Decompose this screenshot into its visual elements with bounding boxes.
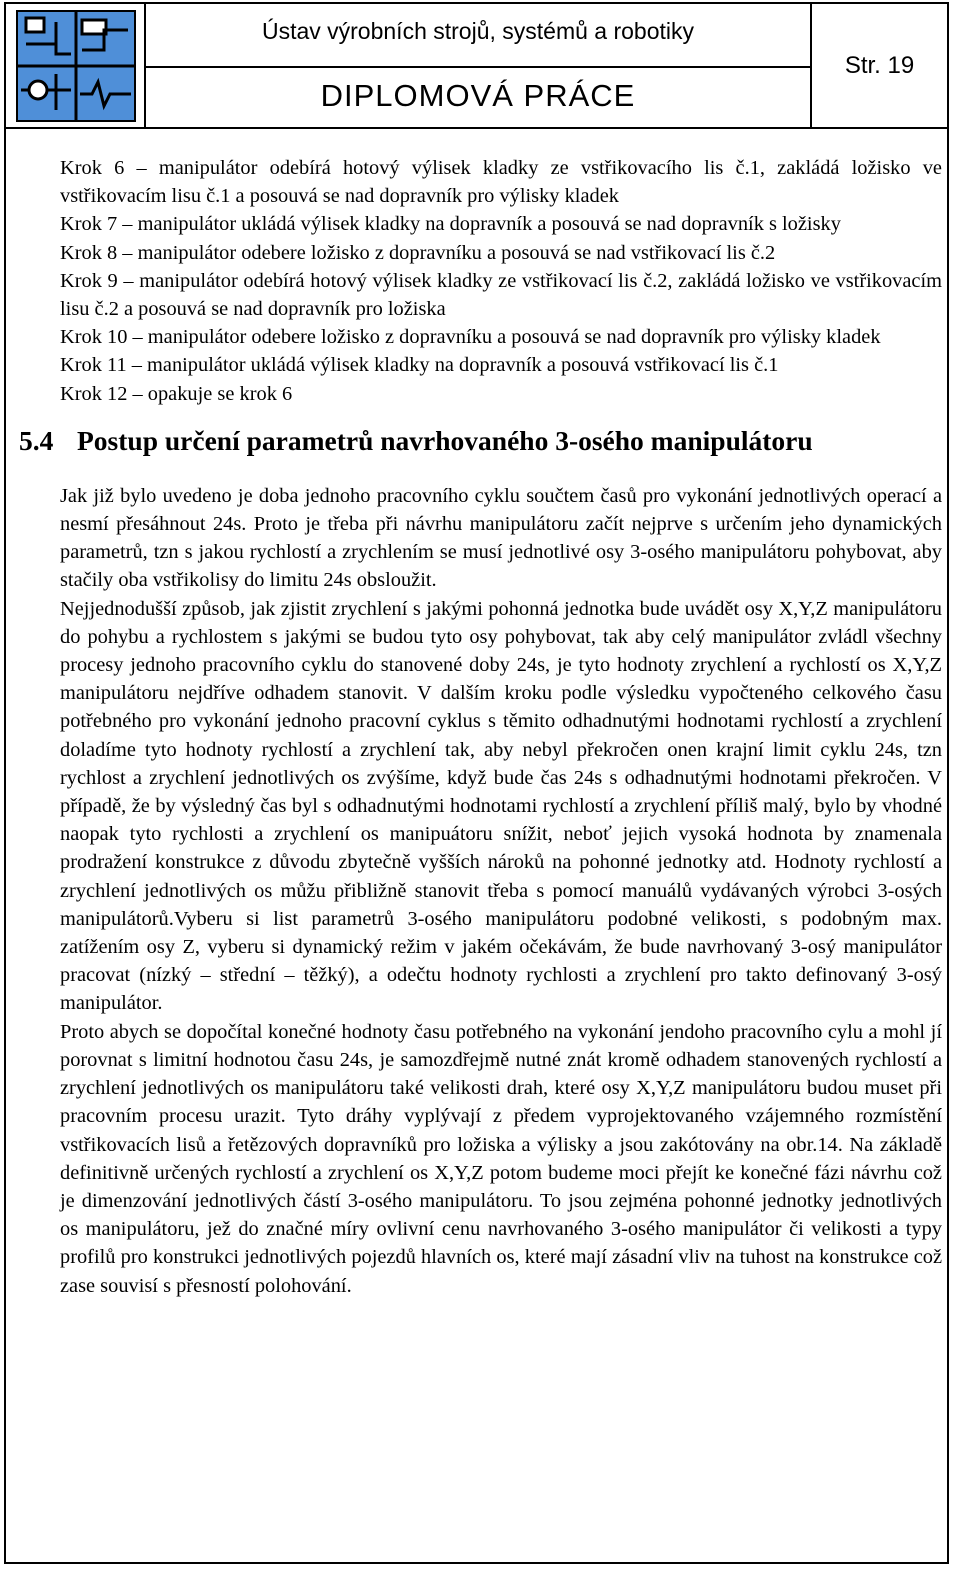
step-item: Krok 11 – manipulátor ukládá výlisek kladky na dopravník a posouvá vstřikovací lis č.1 (60, 354, 779, 377)
body-paragraph: Jak již bylo uvedeno je doba jednoho pracovního cyklu součtem časů pro vykonání jednotlivých operací a nesmí přesáhnout 24s. Proto je třeba při návrhu manipulátoru začít nejprve s určením jeho dynamických parametrů, tzn s jakou rychlostí a zrychlením se musí jednotlivé osy 3-osého manipulátoru pohybovat, aby stačily oba vstřikolisy do limitu 24s obsloužit. (60, 484, 942, 592)
step-item: Krok 9 – manipulátor odebírá hotový výlisek kladky ze vstřikovací lis č.2, zakládá ložisko ve vstřikovacím lisu č.2 a posouvá se nad dopravník pro ložiska (60, 269, 942, 321)
body-paragraph: Proto abych se dopočítal konečné hodnoty času potřebného na vykonání jendoho pracovního cylu a mohl jí porovnat s limitní hodnotou času 24s, je samozdřejmě nutné znát kromě odhadem stanovených rychlostí a zrychlení jednotlivých os manipulátoru také velikosti drah, které osy X,Y,Z manipulátoru budou muset při pracovním procesu urazit. Tyto dráhy vyplývají z předem vyprojektovaného vzájemného rozmístění vstřikovacích lisů a řetězových dopravníků pro ložiska a výlisky a jsou zakótovány na obr.14. Na základě definitivně určených rychlostí a zrychlení os X,Y,Z potom budeme moci přejít ke konečné fázi návrhu což je dimenzování jednotlivých částí 3-osého manipulátoru. To jsou zejména pohonné jednotky jednotlivých os manipulátoru, jež do značné míry ovlivní cenu navrhovaného 3-osého manipulátor či velikosti a typy profilů pro konstrukci jednotlivých pojezdů hlavních os, které mají zásadní vliv na tuhost na konstrukce což zase souvisí s přesností polohování. (60, 1020, 942, 1297)
institute-name: Ústav výrobních strojů, systémů a robotiky (261, 18, 695, 44)
institute-logo-icon (16, 10, 136, 122)
step-item: Krok 8 – manipulátor odebere ložisko z dopravníku a posouvá se nad vstřikovací lis č.2 (60, 241, 776, 264)
section-body (60, 482, 942, 1300)
page-content (19, 154, 942, 1300)
section-heading (19, 425, 942, 457)
page-header (6, 4, 947, 129)
section-number: 5.4 (19, 424, 54, 456)
header-divider (146, 66, 810, 68)
thesis-type: DIPLOMOVÁ PRÁCE (320, 78, 636, 113)
body-paragraph: Nejjednodušší způsob, jak zjistit zrychlení s jakými pohonná jednotka bude uvádět osy X,Y,Z manipulátoru do pohybu a rychlostem s jakými se budou tyto osy pohybovat, tak aby celý manipulátor zvládl všechny procesy jednoho pracovního cyklu do stanovené doby 24s, je tyto hodnoty zrychlení a rychlostí os X,Y,Z manipulátoru nejdříve odhadem stanovit. V dalším kroku podle výsledku vypočteného celkového času potřebného pro vykonání jednoho pracovní cyklus s těmito odhadnutými hodnotami rychlostí a zrychlení doladíme tyto hodnoty rychlostí a zrychlení tak, aby nebyl překročen onen krajní limit cyklu 24s, tzn rychlost a zrychlení jednotlivých os zvýšíme, když bude čas 24s s odhadnutými hodnotami překročen. V případě, že by výsledný čas byl s odhadnutými hodnotami rychlostí a zrychlení příliš malý, bylo by vhodné naopak tyto rychlosti a zrychlení os manipuátoru snížit, neboť jejich vysoká hodnota by znamenala prodražení konstrukce z důvodu zbytečně vyšších nároků na pohonné jednotky atd. Hodnoty rychlostí a zrychlení jednotlivých os můžu přibližně stanovit třeba s pomocí manuálů vydávaných výrobci 3-osých manipulátorů.Vyberu si list parametrů 3-osého manipulátoru podobné velikosti, s podobným max. zatížením osy Z, vyberu si dynamický režim v jakém očekávám, že bude navrhovaný 3-osý manipulátor pracovat (nízký – střední – těžký), a odečtu hodnoty rychlosti a zrychlení pro takto definovaný 3-osý manipulátor. (60, 597, 942, 1015)
document-page (4, 2, 949, 1564)
step-list (60, 154, 942, 408)
step-item: Krok 7 – manipulátor ukládá výlisek kladky na dopravník a posouvá se nad dopravník s ložisky (60, 213, 841, 236)
page-number: Str. 19 (844, 52, 915, 79)
step-item: Krok 6 – manipulátor odebírá hotový výlisek kladky ze vstřikovacího lis č.1, zakládá ložisko ve vstřikovacím lisu č.1 a posouvá se nad dopravník pro výlisky kladek (60, 157, 942, 208)
step-item: Krok 10 – manipulátor odebere ložisko z dopravníku a posouvá se nad dopravník pro výlisky kladek (60, 326, 881, 349)
section-title: Postup určení parametrů navrhovaného 3-osého manipulátoru (77, 424, 813, 456)
step-item: Krok 12 – opakuje se krok 6 (60, 382, 293, 405)
